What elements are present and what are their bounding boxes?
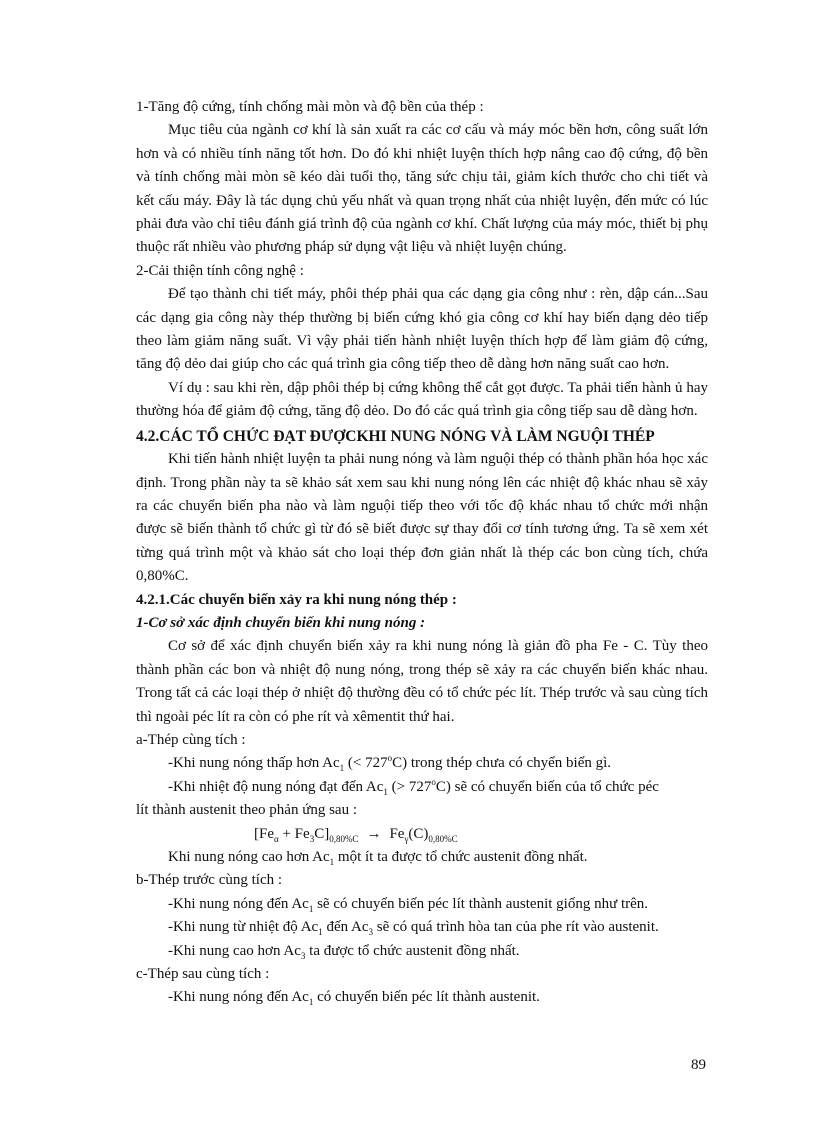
chapter-heading: 4.2.CÁC TỔ CHỨC ĐẠT ĐƯỢCKHI NUNG NÓNG VÀ LÀM NGUỘI THÉP [136, 427, 655, 445]
paragraph-4: Khi tiến hành nhiệt luyện ta phải nung nóng và làm nguội thép có thành phần hóa học xác định. Trong phần này ta sẽ khảo sát xem sau khi nung nóng lên các nhiệt độ khác nhau sẽ xảy ra các chuyển biến pha nào và làm nguội tiếp theo với tốc độ khác nhau tổ chức mới nhận được sẽ biến thành tổ chức gì từ đó sẽ biết được sự thay đổi cơ tính tương ứng. Ta sẽ xem xét từng quá trình một và khảo sát cho loại thép đơn giản nhất là thép các bon cùng tích, chứa 0,80%C. [136, 451, 708, 585]
section-heading-1: 1-Tăng độ cứng, tính chống mài mòn và độ bền của thép : [136, 99, 484, 115]
arrow-icon: → [366, 825, 382, 842]
subsection-heading: 4.2.1.Các chuyển biến xảy ra khi nung nóng thép : [136, 591, 457, 608]
paragraph-5: Cơ sở để xác định chuyển biến xảy ra khi nung nóng là giản đồ pha Fe - C. Tùy theo thành phần các bon và nhiệt độ nung nóng, trong thép sẽ xảy ra các chuyển biến khác nhau. Trong tất cả các loại thép ở nhiệt độ thường đều có tổ chức péc lít. Thép trước và sau cùng tích thì ngoài péc lít ra còn có phe rít và xêmentit thứ hai. [136, 638, 708, 725]
paragraph-3: Ví dụ : sau khi rèn, dập phôi thép bị cứng không thể cắt gọt được. Ta phải tiến hành ủ hay thường hóa để giảm độ cứng, tăng độ dẻo. Do đó các quá trình gia công tiếp sau dễ dàng hơn. [136, 379, 708, 420]
subsubsection-heading: 1-Cơ sở xác định chuyển biến khi nung nóng : [136, 614, 426, 631]
steel-b-line-3: -Khi nung cao hơn $Ac_3$ ta được tổ chức austenit đồng nhất. [168, 942, 520, 961]
section-heading-2: 2-Cải thiện tính công nghệ : [136, 262, 304, 279]
page-number: 89 [691, 1057, 706, 1073]
steel-a-line-2-cont: lít thành austenit theo phản ứng sau : [136, 802, 358, 819]
steel-a-line-2: -Khi nhiệt độ nung nóng đạt đến $Ac_1$ (> $727^oC$) sẽ có chuyển biến của tổ chức péc [168, 776, 659, 797]
steel-c-label: c-Thép sau cùng tích : [136, 966, 270, 983]
paragraph-2: Để tạo thành chi tiết máy, phôi thép phải qua các dạng gia công như : rèn, dập cán...Sau các dạng gia công này thép thường bị biến cứng khó gia công cơ khí hay biến dạng dẻo tiếp theo làm giảm năng suất. Vì vậy phải tiến hành nhiệt luyện thích hợp để làm giảm độ cứng, tăng độ dẻo dai giúp cho các quá trình gia công tiếp theo dễ dàng hơn năng suất cao hơn. [136, 286, 708, 373]
steel-b-line-2: -Khi nung từ nhiệt độ $Ac_1$ đến $Ac_3$ sẽ có quá trình hòa tan của phe rít vào austenit. [168, 919, 659, 938]
steel-a-label: a-Thép cùng tích : [136, 731, 246, 748]
steel-b-line-1: -Khi nung nóng đến $Ac_1$ sẽ có chuyển biến péc lít thành austenit giống như trên. [168, 895, 649, 914]
steel-b-label: b-Thép trước cùng tích : [136, 872, 283, 889]
steel-a-line-1: -Khi nung nóng thấp hơn $Ac_1$ (< $727^oC$) trong thép chưa có chyển biến gì. [168, 753, 612, 774]
reaction-formula: $[Fe_\alpha + Fe_3C]_{0,80\%C} \to Fe_\gamma(C)_{0,80\%C}$ [254, 825, 458, 844]
page-content [136, 96, 708, 1010]
steel-a-line-3: Khi nung nóng cao hơn $Ac_1$ một ít ta được tổ chức austenit đồng nhất. [168, 849, 588, 867]
paragraph-1: Mục tiêu của ngành cơ khí là sản xuất ra các cơ cấu và máy móc bền hơn, công suất lớn hơn và có nhiều tính năng tốt hơn. Do đó khi nhiệt luyện thích hợp nâng cao độ cứng, độ bền và tính chống mài mòn sẽ kéo dài tuổi thọ, tăng sức chịu tải, giảm kích thước cho chi tiết và kết cấu máy. Đây là tác dụng chủ yếu nhất và quan trọng nhất của nhiệt luyện, đến mức có lúc phải đưa vào chỉ tiêu đánh giá trình độ của ngành cơ khí. Chất lượng của máy móc, thiết bị phụ thuộc rất nhiều vào phương pháp sử dụng vật liệu và nhiệt luyện chúng. [136, 122, 708, 256]
steel-c-line-1: -Khi nung nóng đến $Ac_1$ có chuyển biến péc lít thành austenit. [168, 989, 540, 1008]
